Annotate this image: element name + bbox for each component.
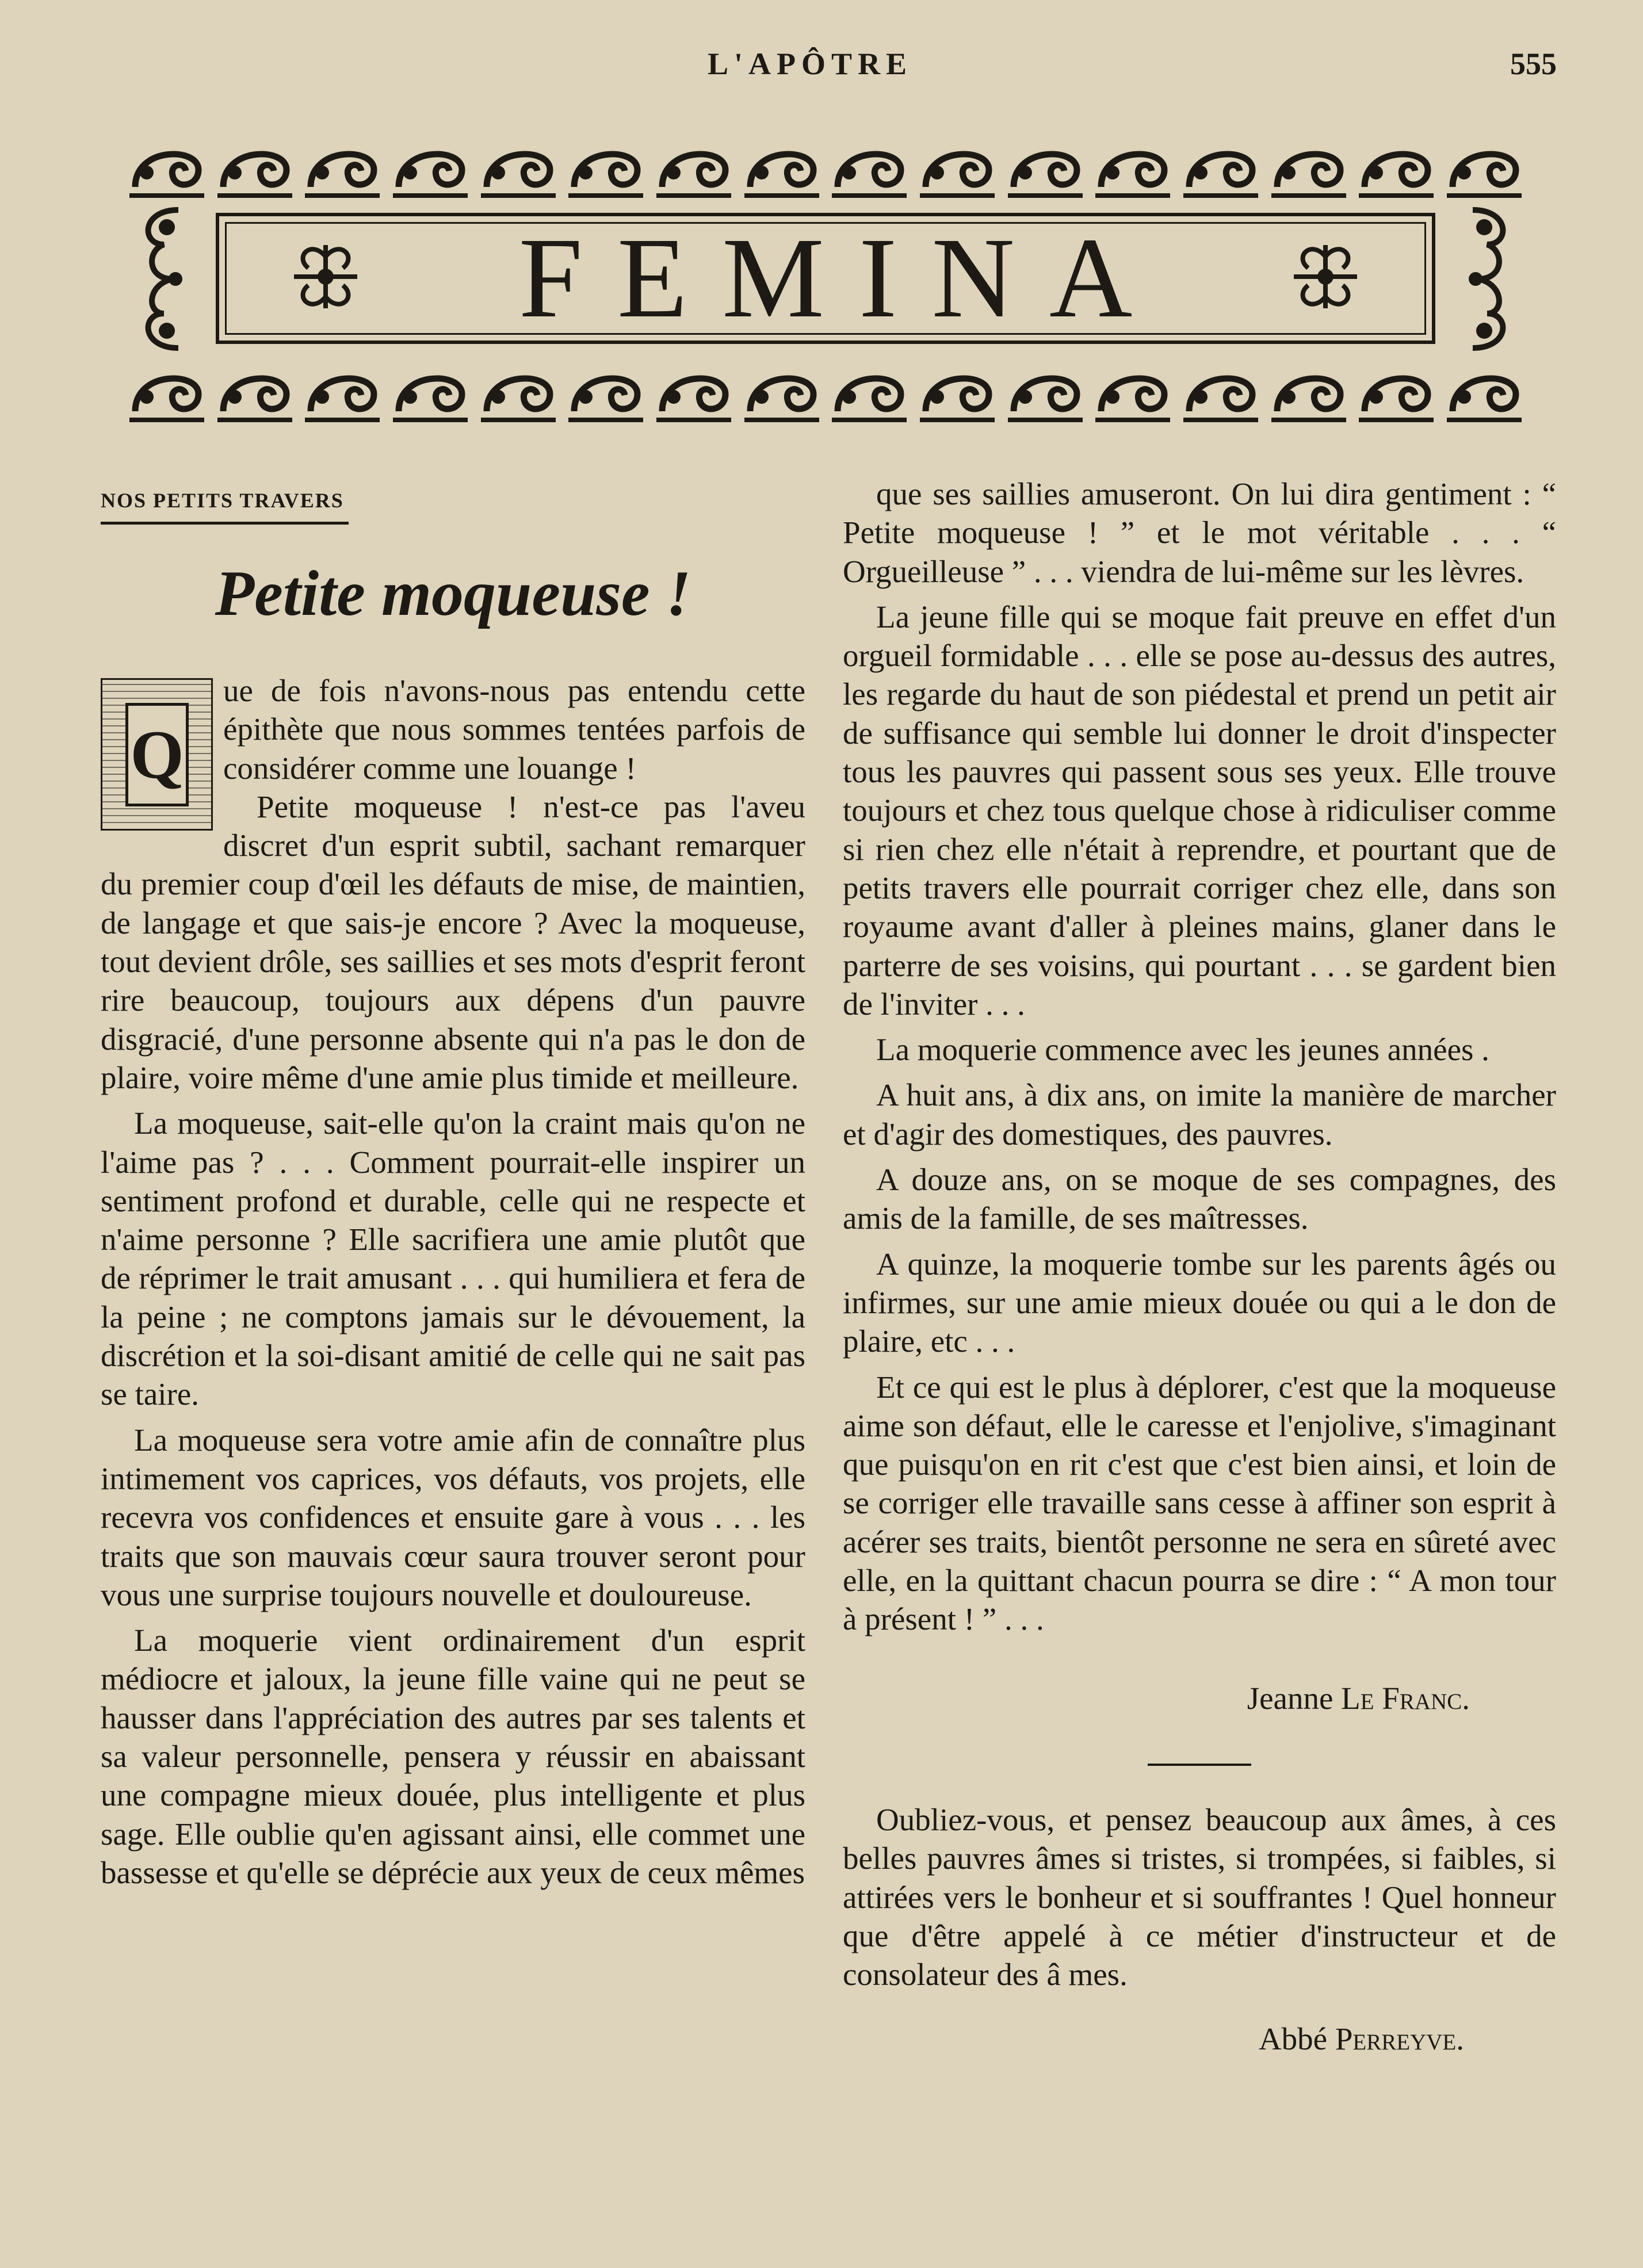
separator-rule [1148,1764,1251,1766]
scroll-ornament [563,354,649,429]
page-number: 555 [1510,47,1557,81]
scroll-ornament [826,354,912,429]
scroll-ornament [212,129,298,204]
scroll-ornament [1353,354,1439,429]
scroll-ornament [563,129,649,204]
fleuron-icon [1282,234,1369,320]
column-right [843,475,1556,2059]
section-label: NOS PETITS TRAVERS [101,477,805,525]
scroll-ornament [1266,354,1352,429]
paragraph: La moquerie vient ordinairement d'un esprit médiocre et jaloux, la jeune fille vaine qui ne peut se hausser dans l'appréciation des autres par ses talents et sa valeur personnelle, pensera y réussir en abaissant une compagne mieux douée, plus intelligente et plus sage. Elle oublie qu'en agissant ainsi, elle commet une bassesse et qu'elle se déprécie aux yeux de ceux mêmes [101,1623,805,1890]
opening-paragraph [101,671,805,793]
scroll-ornament [914,354,1000,429]
scroll-ornament [387,354,473,429]
scroll-ornament [1441,354,1527,429]
quote-text: Oubliez-vous, et pensez beaucoup aux âmes, à ces belles pauvres âmes si tristes, si trompées, si faibles, si attirées vers le bonheur et si souffrantes ! Quel honneur que d'être appelé à ce métier d'instructeur et de consolateur des â mes. [843,1802,1556,1992]
paragraph: Petite moqueuse ! n'est-ce pas l'aveu discret d'un esprit subtil, sachant remarquer du premier coup d'œil les défauts de mise, de maintien, de langage et que sais-je encore ? Avec la moqueuse, tout devient drôle, ses saillies et ses mots d'esprit feront rire beaucoup, toujours aux dépens d'un pauvre disgracié, d'une personne absente qui n'a pas le don de plaire, voire même d'une amie plus timide et meilleure. [101,789,805,1095]
scroll-ornament [1353,129,1439,204]
scroll-ornament [124,354,210,429]
scroll-ornament [651,354,737,429]
scroll-ornament [739,129,825,204]
scroll-ornament [475,129,561,204]
ornament-side-left [124,204,198,354]
masthead [124,124,1527,434]
running-head [0,46,1643,86]
scroll-ornament [739,354,825,429]
scroll-ornament [1090,129,1176,204]
dropcap-letter: Q [125,703,189,806]
scroll-ornament [299,129,385,204]
paragraph: A douze ans, on se moque de ses compagnes, des amis de la famille, de ses maîtresses. [843,1162,1556,1236]
scroll-ornament [1178,354,1264,429]
scroll-ornament [1441,129,1527,204]
scroll-ornament [1178,129,1264,204]
scroll-ornament [1002,354,1088,429]
scroll-ornament [1002,129,1088,204]
scroll-ornament [475,354,561,429]
quote-author: Abbé Perreyve. [1258,2021,1464,2057]
scroll-ornament [124,129,210,204]
paragraph: La moqueuse sera votre amie afin de connaître plus intimement vos caprices, vos défauts, vos projets, elle recevra vos confidences et ensuite gare à vous . . . les traits que son mauvais cœur saura trouver seront pour vous une surprise toujours nouvelle et douloureuse. [101,1422,805,1612]
scroll-ornament [1090,354,1176,429]
title-frame [216,213,1435,344]
scroll-ornament [299,354,385,429]
article-title: Petite moqueuse ! [215,558,691,629]
scroll-ornament [387,129,473,204]
paragraph: que ses saillies amuseront. On lui dira gentiment : “ Petite moqueuse ! ” et le mot véritable . . . “ Orgueilleuse ” . . . viendra de lui-même sur les lèvres. [843,476,1556,589]
scroll-ornament [212,354,298,429]
paragraph: La moqueuse, sait-elle qu'on la craint mais qu'on ne l'aime pas ? . . . Comment pourrait-elle inspirer un sentiment profond et durable, celle qui ne respecte et n'aime personne ? Elle sacrifiera une amie plutôt que de réprimer le trait amusant . . . qui humiliera et fera de la peine ; ne comptons jamais sur le dévouement, la discrétion et la soi-disant amitié de celle qui ne sait pas se taire. [101,1106,805,1412]
paragraph: ue de fois n'avons-nous pas entendu cette épithète que nous sommes tentées parfois de considérer comme une louange ! [223,673,805,786]
scroll-ornament [914,129,1000,204]
author-signature: Jeanne Le Franc. [1247,1680,1470,1716]
paragraph: Et ce qui est le plus à déplorer, c'est que la moqueuse aime son défaut, elle le caresse et l'enjolive, s'imaginant que puisqu'on en rit c'est que c'est bien ainsi, et loin de se corriger elle travaille sans cesse à affiner son esprit à acérer ses traits, bientôt personne ne sera en sûreté avec elle, en la quittant chacun pourra se dire : “ A mon tour à présent ! ” . . . [843,1369,1556,1637]
scroll-ornament [651,129,737,204]
paragraph: A quinze, la moquerie tombe sur les parents âgés ou infirmes, sur une amie mieux douée ou qui a le don de plaire, etc . . . [843,1246,1556,1359]
paragraph: La moquerie commence avec les jeunes années . [876,1032,1489,1068]
masthead-title: FEMINA [518,215,1167,342]
quote-block [843,1800,1556,2059]
ornament-band-top [124,124,1527,210]
paragraph: La jeune fille qui se moque fait preuve en effet d'un orgueil formidable . . . elle se pose au-dessus des autres, les regarde du haut de son piédestal et prend un petit air de suffisance qui semble lui donner le droit d'inspecter tous les pauvres qui passent sous ses yeux. Elle trouve toujours et chez tous quelque chose à ridiculiser comme si rien chez elle n'était à reprendre, et pourtant que de petits travers elle pourrait corriger chez elle, dans son royaume avant d'aller à pleines mains, glaner dans le parterre de ses voisins, qui pourtant . . . se gardent bien de l'inviter . . . [843,599,1556,1022]
running-title: L'APÔTRE [708,47,913,81]
scroll-ornament [826,129,912,204]
ornament-side-right [1453,204,1527,354]
paragraph: A huit ans, à dix ans, on imite la manière de marcher et d'agir des domestiques, des pauvres. [843,1077,1556,1152]
scroll-ornament [1266,129,1352,204]
column-left [101,477,805,1892]
ornament-band-bottom [124,348,1527,434]
dropcap-ornament [101,678,213,831]
